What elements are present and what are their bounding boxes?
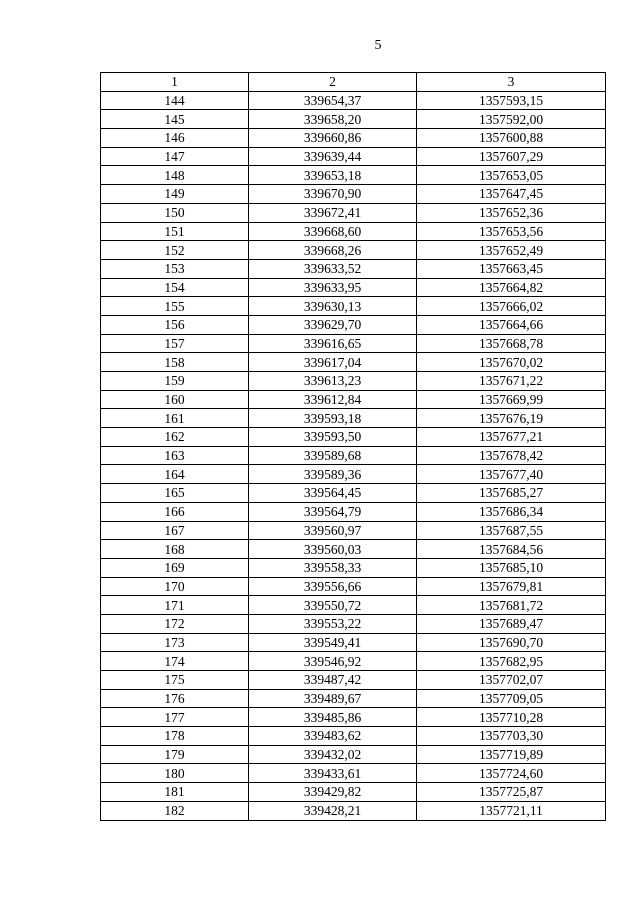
point-number-cell: 162 <box>101 428 249 447</box>
page-number: 5 <box>374 38 382 53</box>
x-coordinate-cell: 339633,52 <box>249 259 417 278</box>
table-row <box>101 502 606 521</box>
table-row <box>101 166 606 185</box>
point-number-cell: 160 <box>101 390 249 409</box>
table-row <box>101 764 606 783</box>
point-number-cell: 179 <box>101 745 249 764</box>
point-number-cell: 178 <box>101 727 249 746</box>
y-coordinate-cell: 1357653,56 <box>417 222 606 241</box>
x-coordinate-cell: 339589,36 <box>249 465 417 484</box>
x-coordinate-cell: 339558,33 <box>249 558 417 577</box>
point-number-cell: 169 <box>101 558 249 577</box>
point-number-cell: 170 <box>101 577 249 596</box>
x-coordinate-cell: 339550,72 <box>249 596 417 615</box>
point-number-cell: 145 <box>101 110 249 129</box>
point-number-cell: 158 <box>101 353 249 372</box>
x-coordinate-cell: 339553,22 <box>249 614 417 633</box>
x-coordinate-cell: 339560,97 <box>249 521 417 540</box>
y-coordinate-cell: 1357719,89 <box>417 745 606 764</box>
coordinates-table <box>100 72 606 821</box>
point-number-cell: 159 <box>101 372 249 391</box>
column-header-2: 2 <box>249 73 417 92</box>
table-row <box>101 558 606 577</box>
table-row <box>101 147 606 166</box>
table-row <box>101 745 606 764</box>
table-row <box>101 465 606 484</box>
y-coordinate-cell: 1357668,78 <box>417 334 606 353</box>
x-coordinate-cell: 339670,90 <box>249 185 417 204</box>
x-coordinate-cell: 339549,41 <box>249 633 417 652</box>
x-coordinate-cell: 339633,95 <box>249 278 417 297</box>
x-coordinate-cell: 339668,60 <box>249 222 417 241</box>
y-coordinate-cell: 1357676,19 <box>417 409 606 428</box>
point-number-cell: 166 <box>101 502 249 521</box>
y-coordinate-cell: 1357677,40 <box>417 465 606 484</box>
x-coordinate-cell: 339653,18 <box>249 166 417 185</box>
table-row <box>101 540 606 559</box>
table-row <box>101 203 606 222</box>
point-number-cell: 153 <box>101 259 249 278</box>
table-row <box>101 315 606 334</box>
y-coordinate-cell: 1357593,15 <box>417 91 606 110</box>
table-row <box>101 110 606 129</box>
x-coordinate-cell: 339613,23 <box>249 372 417 391</box>
x-coordinate-cell: 339485,86 <box>249 708 417 727</box>
x-coordinate-cell: 339428,21 <box>249 801 417 820</box>
point-number-cell: 156 <box>101 315 249 334</box>
y-coordinate-cell: 1357647,45 <box>417 185 606 204</box>
point-number-cell: 146 <box>101 129 249 148</box>
point-number-cell: 168 <box>101 540 249 559</box>
y-coordinate-cell: 1357652,36 <box>417 203 606 222</box>
y-coordinate-cell: 1357681,72 <box>417 596 606 615</box>
point-number-cell: 181 <box>101 783 249 802</box>
point-number-cell: 163 <box>101 446 249 465</box>
x-coordinate-cell: 339593,50 <box>249 428 417 447</box>
x-coordinate-cell: 339560,03 <box>249 540 417 559</box>
point-number-cell: 172 <box>101 614 249 633</box>
point-number-cell: 177 <box>101 708 249 727</box>
x-coordinate-cell: 339654,37 <box>249 91 417 110</box>
table-row <box>101 428 606 447</box>
y-coordinate-cell: 1357689,47 <box>417 614 606 633</box>
table-row <box>101 259 606 278</box>
y-coordinate-cell: 1357686,34 <box>417 502 606 521</box>
point-number-cell: 151 <box>101 222 249 241</box>
x-coordinate-cell: 339630,13 <box>249 297 417 316</box>
y-coordinate-cell: 1357724,60 <box>417 764 606 783</box>
table-row <box>101 185 606 204</box>
table-row <box>101 652 606 671</box>
y-coordinate-cell: 1357669,99 <box>417 390 606 409</box>
x-coordinate-cell: 339593,18 <box>249 409 417 428</box>
x-coordinate-cell: 339658,20 <box>249 110 417 129</box>
point-number-cell: 173 <box>101 633 249 652</box>
x-coordinate-cell: 339429,82 <box>249 783 417 802</box>
x-coordinate-cell: 339556,66 <box>249 577 417 596</box>
point-number-cell: 171 <box>101 596 249 615</box>
point-number-cell: 149 <box>101 185 249 204</box>
table-row <box>101 727 606 746</box>
table-row <box>101 596 606 615</box>
table-row <box>101 129 606 148</box>
table-row <box>101 390 606 409</box>
table-row <box>101 708 606 727</box>
x-coordinate-cell: 339629,70 <box>249 315 417 334</box>
x-coordinate-cell: 339639,44 <box>249 147 417 166</box>
point-number-cell: 147 <box>101 147 249 166</box>
y-coordinate-cell: 1357666,02 <box>417 297 606 316</box>
table-row <box>101 409 606 428</box>
table-header-row <box>101 73 606 92</box>
point-number-cell: 150 <box>101 203 249 222</box>
table-row <box>101 278 606 297</box>
x-coordinate-cell: 339616,65 <box>249 334 417 353</box>
table-row <box>101 91 606 110</box>
x-coordinate-cell: 339660,86 <box>249 129 417 148</box>
y-coordinate-cell: 1357703,30 <box>417 727 606 746</box>
y-coordinate-cell: 1357664,82 <box>417 278 606 297</box>
y-coordinate-cell: 1357684,56 <box>417 540 606 559</box>
y-coordinate-cell: 1357710,28 <box>417 708 606 727</box>
y-coordinate-cell: 1357685,10 <box>417 558 606 577</box>
y-coordinate-cell: 1357685,27 <box>417 484 606 503</box>
point-number-cell: 148 <box>101 166 249 185</box>
y-coordinate-cell: 1357682,95 <box>417 652 606 671</box>
point-number-cell: 176 <box>101 689 249 708</box>
table-row <box>101 446 606 465</box>
table-body <box>101 91 606 820</box>
x-coordinate-cell: 339483,62 <box>249 727 417 746</box>
table-row <box>101 521 606 540</box>
table-row <box>101 353 606 372</box>
x-coordinate-cell: 339564,79 <box>249 502 417 521</box>
y-coordinate-cell: 1357664,66 <box>417 315 606 334</box>
y-coordinate-cell: 1357670,02 <box>417 353 606 372</box>
x-coordinate-cell: 339672,41 <box>249 203 417 222</box>
x-coordinate-cell: 339432,02 <box>249 745 417 764</box>
x-coordinate-cell: 339489,67 <box>249 689 417 708</box>
table-row <box>101 633 606 652</box>
point-number-cell: 180 <box>101 764 249 783</box>
y-coordinate-cell: 1357653,05 <box>417 166 606 185</box>
y-coordinate-cell: 1357607,29 <box>417 147 606 166</box>
table-row <box>101 222 606 241</box>
y-coordinate-cell: 1357702,07 <box>417 671 606 690</box>
point-number-cell: 167 <box>101 521 249 540</box>
x-coordinate-cell: 339564,45 <box>249 484 417 503</box>
table-row <box>101 671 606 690</box>
y-coordinate-cell: 1357687,55 <box>417 521 606 540</box>
x-coordinate-cell: 339668,26 <box>249 241 417 260</box>
y-coordinate-cell: 1357652,49 <box>417 241 606 260</box>
point-number-cell: 154 <box>101 278 249 297</box>
table-row <box>101 577 606 596</box>
x-coordinate-cell: 339487,42 <box>249 671 417 690</box>
y-coordinate-cell: 1357721,11 <box>417 801 606 820</box>
y-coordinate-cell: 1357690,70 <box>417 633 606 652</box>
column-header-3: 3 <box>417 73 606 92</box>
y-coordinate-cell: 1357678,42 <box>417 446 606 465</box>
table-row <box>101 614 606 633</box>
y-coordinate-cell: 1357600,88 <box>417 129 606 148</box>
point-number-cell: 175 <box>101 671 249 690</box>
point-number-cell: 157 <box>101 334 249 353</box>
y-coordinate-cell: 1357592,00 <box>417 110 606 129</box>
table-row <box>101 334 606 353</box>
table-row <box>101 689 606 708</box>
point-number-cell: 161 <box>101 409 249 428</box>
y-coordinate-cell: 1357677,21 <box>417 428 606 447</box>
table-row <box>101 297 606 316</box>
x-coordinate-cell: 339433,61 <box>249 764 417 783</box>
point-number-cell: 155 <box>101 297 249 316</box>
y-coordinate-cell: 1357725,87 <box>417 783 606 802</box>
point-number-cell: 152 <box>101 241 249 260</box>
x-coordinate-cell: 339612,84 <box>249 390 417 409</box>
point-number-cell: 182 <box>101 801 249 820</box>
column-header-1: 1 <box>101 73 249 92</box>
x-coordinate-cell: 339589,68 <box>249 446 417 465</box>
point-number-cell: 144 <box>101 91 249 110</box>
table-row <box>101 241 606 260</box>
point-number-cell: 174 <box>101 652 249 671</box>
y-coordinate-cell: 1357709,05 <box>417 689 606 708</box>
y-coordinate-cell: 1357671,22 <box>417 372 606 391</box>
point-number-cell: 164 <box>101 465 249 484</box>
table-row <box>101 484 606 503</box>
y-coordinate-cell: 1357663,45 <box>417 259 606 278</box>
point-number-cell: 165 <box>101 484 249 503</box>
y-coordinate-cell: 1357679,81 <box>417 577 606 596</box>
table-row <box>101 372 606 391</box>
x-coordinate-cell: 339546,92 <box>249 652 417 671</box>
table-row <box>101 783 606 802</box>
x-coordinate-cell: 339617,04 <box>249 353 417 372</box>
table-row <box>101 801 606 820</box>
